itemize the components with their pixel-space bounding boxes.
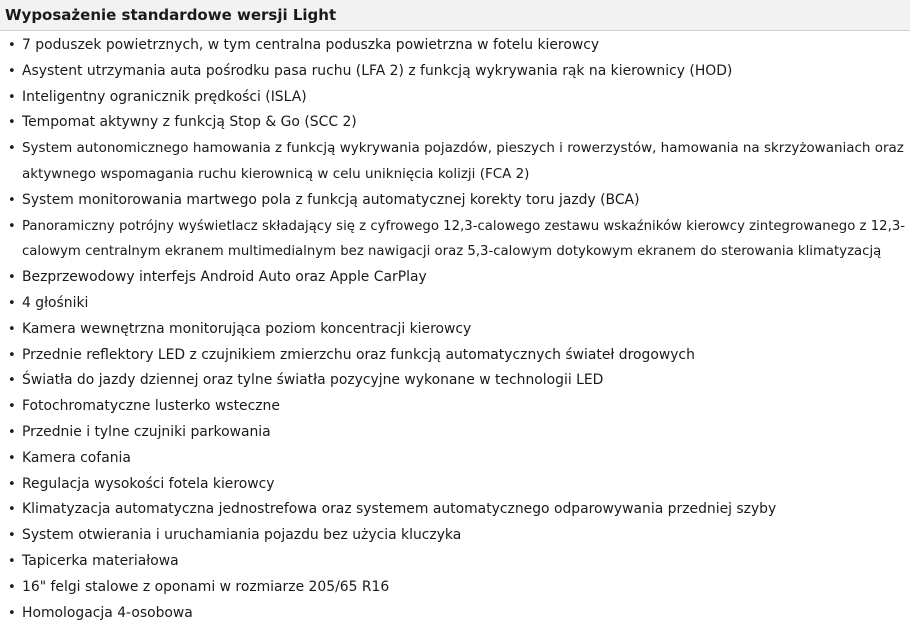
list-item-text: Bezprzewodowy interfejs Android Auto oraz Apple CarPlay <box>22 269 427 286</box>
bullet-icon: • <box>8 347 16 363</box>
list-item-text: Tapicerka materiałowa <box>22 552 179 569</box>
bullet-icon: • <box>8 424 16 440</box>
bullet-icon: • <box>8 115 16 131</box>
list-item <box>0 394 910 420</box>
list-item <box>0 368 910 394</box>
list-item-text: Kamera cofania <box>22 449 131 466</box>
list-item <box>0 136 910 188</box>
bullet-icon: • <box>8 63 16 79</box>
list-item <box>0 214 910 266</box>
list-item <box>0 575 910 601</box>
list-item <box>0 33 910 59</box>
list-item <box>0 472 910 498</box>
list-item-text: Fotochromatyczne lusterko wsteczne <box>22 398 280 415</box>
list-item <box>0 523 910 549</box>
list-item-text: Asystent utrzymania auta pośrodku pasa ruchu (LFA 2) z funkcją wykrywania rąk na kierownicy (HOD) <box>22 62 733 79</box>
equipment-list <box>0 31 910 626</box>
list-item <box>0 497 910 523</box>
list-item-text: Regulacja wysokości fotela kierowcy <box>22 475 275 492</box>
list-item-text: Inteligentny ogranicznik prędkości (ISLA) <box>22 88 307 105</box>
list-item-text: calowym centralnym ekranem multimedialnym bez nawigacji oraz 5,3-calowym dotykowym ekranem do sterowania klimatyzacją <box>22 244 882 260</box>
bullet-icon: • <box>8 579 16 595</box>
list-item <box>0 420 910 446</box>
list-item <box>0 291 910 317</box>
list-item-text: 16" felgi stalowe z oponami w rozmiarze 205/65 R16 <box>22 578 390 595</box>
bullet-icon: • <box>8 373 16 389</box>
bullet-icon: • <box>8 270 16 286</box>
bullet-icon: • <box>8 321 16 337</box>
bullet-icon: • <box>8 89 16 105</box>
list-item <box>0 85 910 111</box>
bullet-icon: • <box>8 141 16 157</box>
list-item <box>0 549 910 575</box>
list-item <box>0 343 910 369</box>
list-item-text: Panoramiczny potrójny wyświetlacz składający się z cyfrowego 12,3-calowego zestawu wskaźników kierowcy zintegrowanego z 12,3- <box>22 218 906 234</box>
list-item-text: Kamera wewnętrzna monitorująca poziom koncentracji kierowcy <box>22 320 472 337</box>
list-item <box>0 188 910 214</box>
list-item-text: System otwierania i uruchamiania pojazdu bez użycia kluczyka <box>22 527 462 544</box>
list-item <box>0 110 910 136</box>
list-item-text: System autonomicznego hamowania z funkcją wykrywania pojazdów, pieszych i rowerzystów, hamowania na skrzyżowaniach oraz <box>22 140 904 157</box>
bullet-icon: • <box>8 502 16 518</box>
list-item-text: Tempomat aktywny z funkcją Stop & Go (SCC 2) <box>22 114 357 131</box>
bullet-icon: • <box>8 399 16 415</box>
bullet-icon: • <box>8 528 16 544</box>
list-item-text: System monitorowania martwego pola z funkcją automatycznej korekty toru jazdy (BCA) <box>22 191 640 208</box>
list-item-text: 4 głośniki <box>22 294 89 311</box>
list-item <box>0 59 910 85</box>
list-item <box>0 317 910 343</box>
list-item <box>0 265 910 291</box>
bullet-icon: • <box>8 192 16 208</box>
bullet-icon: • <box>8 605 16 621</box>
list-item-text: aktywnego wspomagania ruchu kierownicą w celu uniknięcia kolizji (FCA 2) <box>22 165 530 182</box>
list-item <box>0 446 910 472</box>
bullet-icon: • <box>8 218 16 234</box>
list-item-text: Homologacja 4-osobowa <box>22 604 193 621</box>
bullet-icon: • <box>8 553 16 569</box>
section-header <box>0 0 910 31</box>
bullet-icon: • <box>8 450 16 466</box>
bullet-icon: • <box>8 295 16 311</box>
list-item-text: Światła do jazdy dziennej oraz tylne światła pozycyjne wykonane w technologii LED <box>22 372 604 389</box>
list-item-text: 7 poduszek powietrznych, w tym centralna poduszka powietrzna w fotelu kierowcy <box>22 37 600 53</box>
list-item-text: Przednie i tylne czujniki parkowania <box>22 423 271 440</box>
list-item-text: Klimatyzacja automatyczna jednostrefowa oraz systemem automatycznego odparowywania przedniej szyby <box>22 501 777 518</box>
section-title: Wyposażenie standardowe wersji Light <box>5 6 337 24</box>
list-item <box>0 601 910 626</box>
list-item-text: Przednie reflektory LED z czujnikiem zmierzchu oraz funkcją automatycznych świateł drogowych <box>22 346 695 363</box>
bullet-icon: • <box>8 476 16 492</box>
bullet-icon: • <box>8 38 16 53</box>
